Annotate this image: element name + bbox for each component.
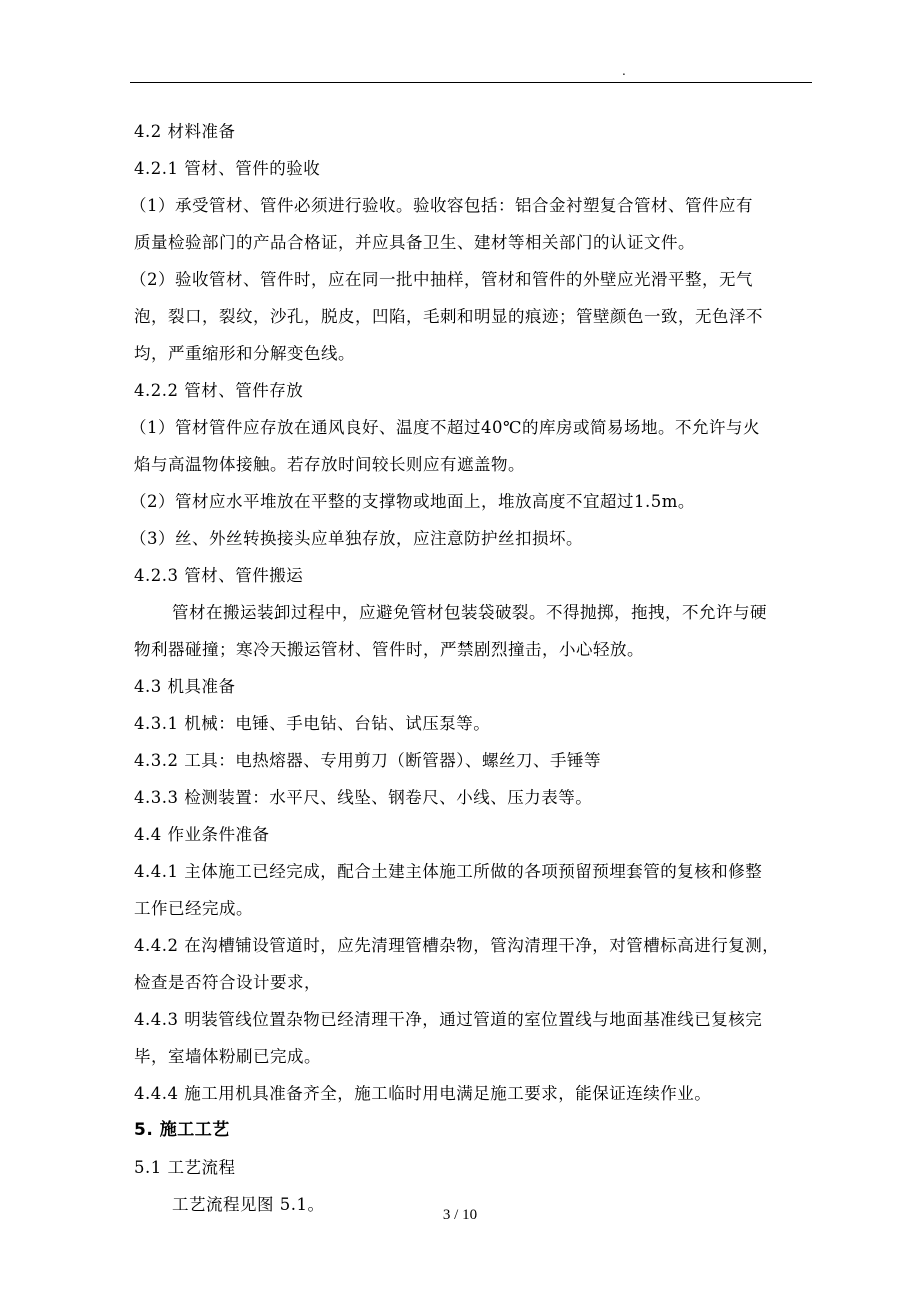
paragraph-line: 4.3.1 机械：电锤、手电钻、台钻、试压泵等。 [134, 714, 491, 733]
paragraph-line: 4.4.4 施工用机具准备齐全，施工临时用电满足施工要求，能保证连续作业。 [134, 1084, 712, 1103]
document-body [130, 113, 818, 1223]
paragraph-line: 管材在搬运装卸过程中，应避免管材包装袋破裂。不得抛掷，拖拽，不允许与硬 [172, 603, 767, 622]
paragraph-line: （2）验收管材、管件时，应在同一批中抽样，管材和管件的外壁应光滑平整，无气 [130, 270, 753, 289]
paragraph-line: （1）承受管材、管件必须进行验收。验收容包括：铝合金衬塑复合管材、管件应有 [130, 196, 753, 215]
paragraph-line: 毕，室墙体粉刷已完成。 [134, 1047, 321, 1066]
paragraph-line: 4.3.2 工具：电热熔器、专用剪刀（断管器）、螺丝刀、手锤等 [134, 751, 601, 770]
paragraph-line: （1）管材管件应存放在通风良好、温度不超过40℃的库房或简易场地。不允许与火 [130, 418, 760, 437]
section-heading: 4.4 作业条件准备 [134, 825, 270, 844]
header-rule [130, 82, 812, 83]
paragraph-line: 质量检验部门的产品合格证，并应具备卫生、建材等相关部门的认证文件。 [134, 233, 695, 252]
header-mark: . [622, 64, 626, 78]
subsection-heading: 4.2.3 管材、管件搬运 [134, 566, 304, 585]
paragraph-line: 工作已经完成。 [134, 899, 253, 918]
paragraph-line: 物利器碰撞；寒冷天搬运管材、管件时，严禁剧烈撞击，小心轻放。 [134, 640, 644, 659]
subsection-heading: 4.2.2 管材、管件存放 [134, 381, 304, 400]
paragraph-line: 泡，裂口，裂纹，沙孔，脱皮，凹陷，毛刺和明显的痕迹；管壁颜色一致，无色泽不 [134, 307, 763, 326]
section-heading: 4.2 材料准备 [134, 122, 236, 141]
paragraph-line: 焰与高温物体接触。若存放时间较长则应有遮盖物。 [134, 455, 525, 474]
paragraph-line: 4.4.2 在沟槽铺设管道时，应先清理管槽杂物，管沟清理干净，对管槽标高进行复测， [134, 936, 780, 955]
paragraph-line: 均，严重缩形和分解变色线。 [134, 344, 355, 363]
paragraph-line: 工艺流程见图 5.1。 [172, 1195, 325, 1214]
paragraph-line: （3）丝、外丝转换接头应单独存放，应注意防护丝扣损坏。 [130, 529, 583, 548]
subsection-heading: 4.2.1 管材、管件的验收 [134, 159, 321, 178]
paragraph-line: 4.4.1 主体施工已经完成，配合土建主体施工所做的各项预留预埋套管的复核和修整 [134, 862, 763, 881]
paragraph-line: 4.3.3 检测装置：水平尺、线坠、钢卷尺、小线、压力表等。 [134, 788, 593, 807]
section-heading: 4.3 机具准备 [134, 677, 236, 696]
page-number: 3 / 10 [442, 1207, 478, 1223]
chapter-heading: 5. 施工工艺 [134, 1120, 230, 1140]
paragraph-line: 检查是否符合设计要求， [134, 973, 321, 992]
section-heading: 5.1 工艺流程 [134, 1158, 236, 1177]
paragraph-line: 4.4.3 明装管线位置杂物已经清理干净，通过管道的室位置线与地面基准线已复核完 [134, 1010, 763, 1029]
paragraph-line: （2）管材应水平堆放在平整的支撑物或地面上，堆放高度不宜超过1.5m。 [130, 492, 695, 511]
